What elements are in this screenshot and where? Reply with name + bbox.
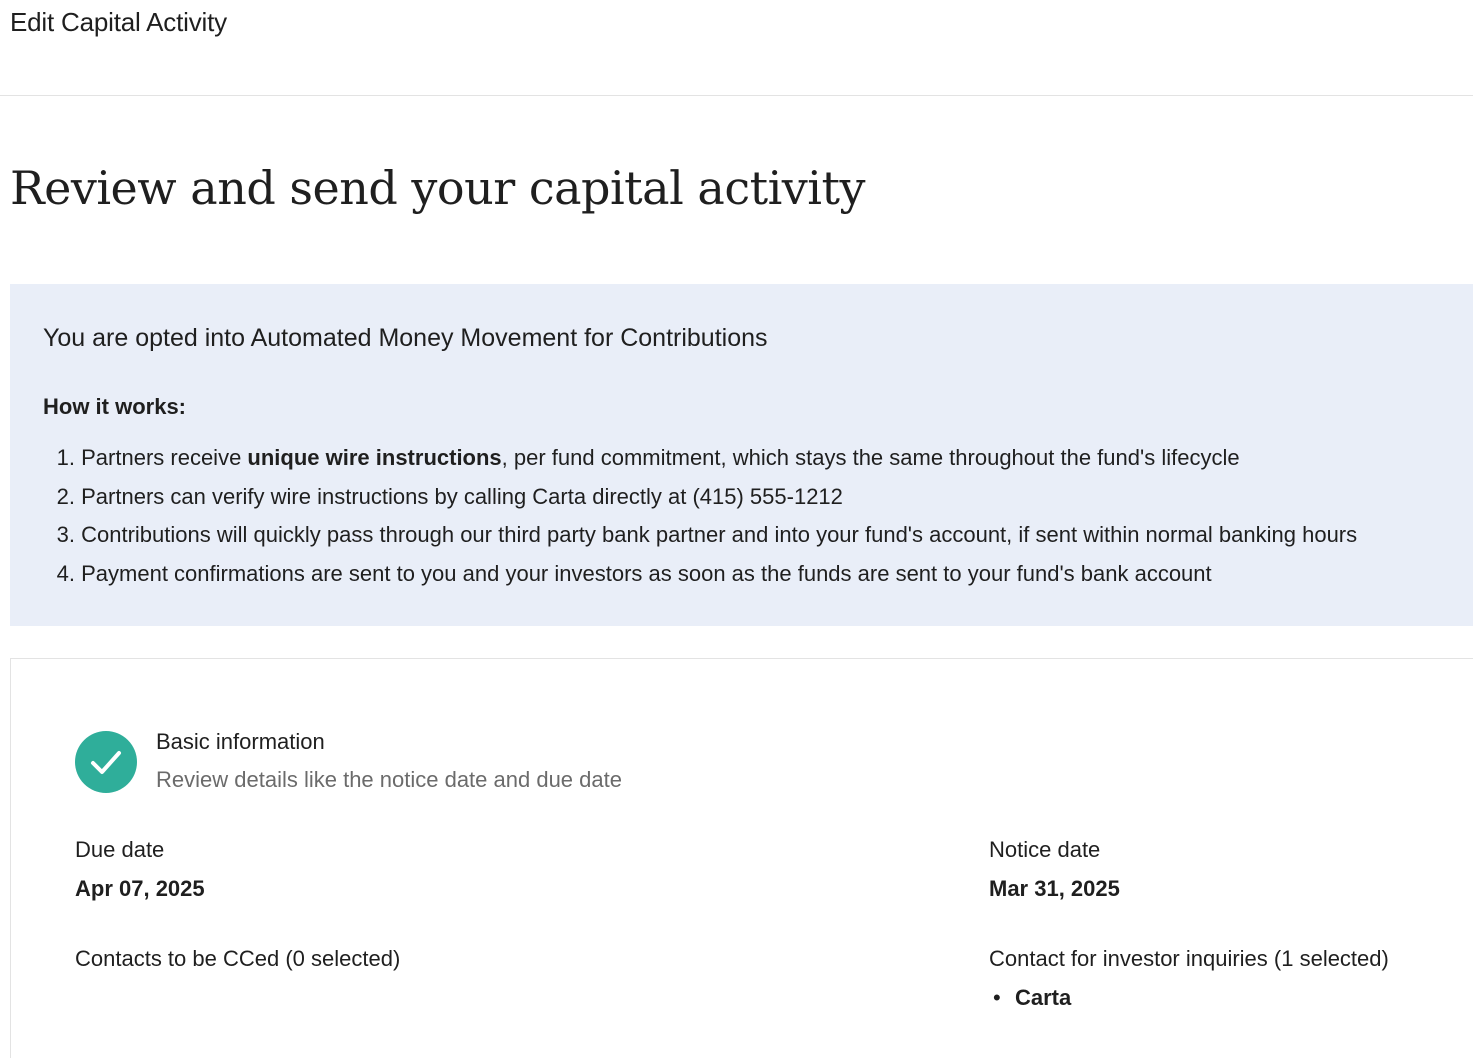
notice-date-label: Notice date xyxy=(989,837,1101,862)
due-date-label: Due date xyxy=(75,837,165,862)
step-text: , per fund commitment, which stays the same throughout the fund's lifecycle xyxy=(501,445,1240,470)
top-bar xyxy=(0,0,1473,96)
bullet-icon: • xyxy=(993,985,1001,1010)
list-number: 4. xyxy=(56,560,75,586)
inquiry-contact-list xyxy=(989,983,1071,1013)
section-description: Review details like the notice date and due date xyxy=(156,767,622,792)
list-item xyxy=(43,442,1357,481)
check-icon xyxy=(75,731,137,793)
how-it-works-list xyxy=(43,442,1357,596)
step-text: Payment confirmations are sent to you and your investors as soon as the funds are sent to your fund's bank account xyxy=(81,560,1212,586)
step-text: Contributions will quickly pass through our third party bank partner and into your fund's account, if sent within normal banking hours xyxy=(81,522,1358,547)
page-title: Review and send your capital activity xyxy=(10,161,865,215)
list-number: 3. xyxy=(56,522,75,547)
section-title: Basic information xyxy=(156,729,325,754)
basic-information-card xyxy=(10,658,1473,1058)
step-text: Partners can verify wire instructions by calling Carta directly at (415) 555-1212 xyxy=(81,483,843,509)
notice-date-value: Mar 31, 2025 xyxy=(989,876,1120,901)
step-text: Partners receive xyxy=(81,445,248,470)
list-item xyxy=(43,481,1357,520)
due-date-value: Apr 07, 2025 xyxy=(75,876,205,901)
info-banner xyxy=(10,284,1473,626)
list-number: 1. xyxy=(56,445,75,470)
list-item xyxy=(43,519,1357,558)
banner-title: You are opted into Automated Money Movement for Contributions xyxy=(43,324,768,352)
inquiry-contact-label: Contact for investor inquiries (1 selected) xyxy=(989,946,1389,971)
banner-subtitle: How it works: xyxy=(43,394,187,419)
list-item xyxy=(43,558,1357,597)
cc-contacts-label: Contacts to be CCed (0 selected) xyxy=(75,946,401,971)
list-item xyxy=(989,983,1071,1013)
step-emphasis: unique wire instructions xyxy=(247,445,502,470)
window-title: Edit Capital Activity xyxy=(10,7,227,37)
list-number: 2. xyxy=(56,483,75,509)
contact-name: Carta xyxy=(1015,985,1072,1010)
